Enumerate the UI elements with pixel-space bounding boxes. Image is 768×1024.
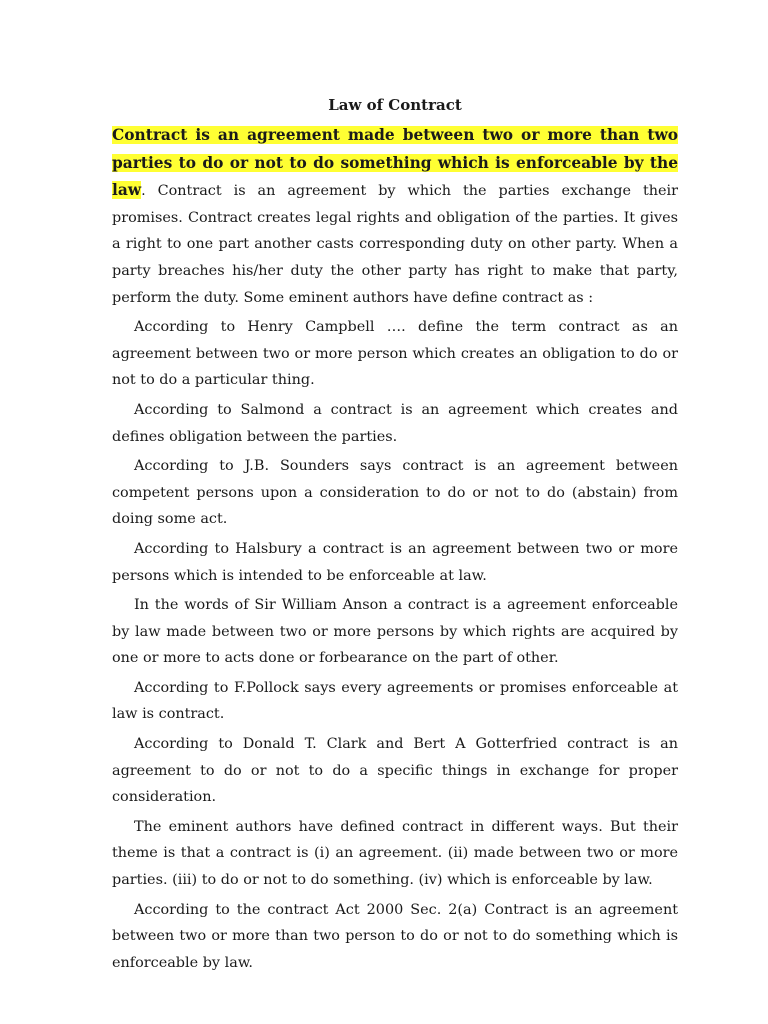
paragraph-pollock: According to F.Pollock says every agreements or promises enforceable at law is contract. — [112, 679, 678, 723]
document-title: Law of Contract — [328, 96, 462, 114]
paragraph-anson: In the words of Sir William Anson a contract is a agreement enforceable by law made between two or more persons by which rights are acquired by one or more to acts done or forbearance on the part of other. — [112, 597, 678, 667]
paragraph-clark-gotterfried: According to Donald T. Clark and Bert A Gotterfried contract is an agreement to do or not to do a specific things in exchange for proper consideration. — [112, 736, 678, 806]
lead-paragraph-rest: . Contract is an agreement by which the parties exchange their promises. Contract creates legal rights and obligation of the parties. It gives a right to one part another casts corresponding duty on other party. When a party breaches his/her duty the other party has right to make that party, perform the duty. Some eminent authors have define contract as : — [112, 183, 678, 306]
paragraph-salmond: According to Salmond a contract is an agreement which creates and defines obligation between the parties. — [112, 401, 678, 445]
highlighted-definition: Contract is an agreement made between two or more than two parties to do or not to do something which is enforceable by the law — [112, 126, 678, 200]
document-page — [112, 94, 678, 979]
paragraph-henry-campbell: According to Henry Campbell …. define the term contract as an agreement between two or more person which creates an obligation to do or not to do a particular thing. — [112, 319, 678, 389]
paragraph-halsbury: According to Halsbury a contract is an agreement between two or more persons which is intended to be enforceable at law. — [112, 540, 678, 584]
paragraph-contract-act: According to the contract Act 2000 Sec. 2(a) Contract is an agreement between two or more than two person to do or not to do something which is enforceable by law. — [112, 901, 678, 971]
paragraph-sounders: According to J.B. Sounders says contract is an agreement between competent persons upon a consideration to do or not to do (abstain) from doing some act. — [112, 458, 678, 528]
lead-paragraph — [112, 122, 678, 311]
paragraph-summary: The eminent authors have defined contract in different ways. But their theme is that a contract is (i) an agreement. (ii) made between two or more parties. (iii) to do or not to do something. (iv) which is enforceable by law. — [112, 818, 678, 889]
